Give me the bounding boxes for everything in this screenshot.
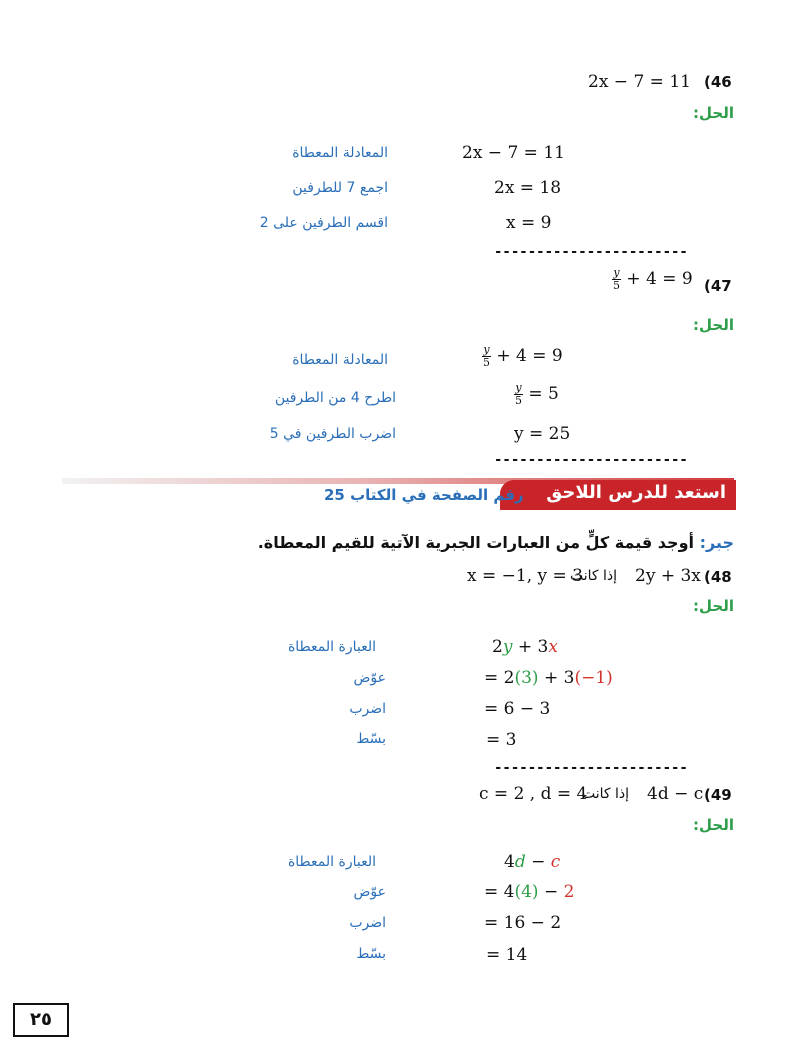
- ex48-step4-math: = 3: [486, 730, 517, 750]
- ex49-solution-label: الحل:: [693, 816, 734, 834]
- ex49-step4-math: = 14: [486, 945, 528, 965]
- ex46-solution-label: الحل:: [693, 104, 734, 122]
- instruction-text: أوجد قيمة كلٍّ من العبارات الجبرية الآتية للقيم المعطاة.: [257, 533, 694, 552]
- part: = 2: [484, 668, 515, 688]
- ex48-step3-math: = 6 − 3: [484, 699, 551, 719]
- ex47-problem-rest: + 4 = 9: [626, 269, 693, 289]
- ex47-step1-math: [482, 344, 563, 369]
- banner-title: استعد للدرس اللاحق: [546, 482, 726, 503]
- ex49-step1-note: العبارة المعطاة: [287, 854, 376, 870]
- sub-c: 2: [563, 882, 575, 902]
- ex48-values: x = −1, y = 3: [467, 566, 583, 586]
- ex49-step3-math: = 16 − 2: [484, 913, 562, 933]
- separator-1: -----------------------: [494, 244, 688, 260]
- separator-3: -----------------------: [494, 760, 688, 776]
- ex49-expr: 4d − c: [647, 784, 704, 804]
- ex46-step1-note: المعادلة المعطاة: [292, 145, 388, 161]
- frac-num: y: [483, 343, 490, 356]
- ex47-step2-math: [514, 382, 559, 407]
- ex47-frac-den: 5: [613, 279, 620, 292]
- ex49-values: c = 2 , d = 4: [479, 784, 588, 804]
- ex46-step2-note: اجمع 7 للطرفين: [292, 180, 388, 196]
- ex46-step3-note: اقسم الطرفين على 2: [259, 215, 388, 231]
- ex46-problem: 2x − 7 = 11: [588, 72, 691, 92]
- ex47-problem: [612, 267, 693, 292]
- instruction: [258, 533, 734, 552]
- ex46-number: (46: [704, 73, 732, 91]
- separator-2: -----------------------: [494, 452, 688, 468]
- banner-subtitle: رقم الصفحة في الكتاب 25: [324, 486, 524, 504]
- frac-den: 5: [483, 356, 490, 369]
- ex47-step1-rest: + 4 = 9: [496, 346, 563, 366]
- ex48-number: (48: [704, 568, 732, 586]
- ex49-step4-note: بسّط: [356, 946, 386, 962]
- ex48-step1-note: العبارة المعطاة: [287, 639, 376, 655]
- ex46-step1-math: 2x − 7 = 11: [462, 143, 565, 163]
- ex49-if-text: إذا كانت: [582, 786, 630, 802]
- sub-y: (3): [514, 668, 539, 688]
- sub-d: (4): [514, 882, 539, 902]
- ex48-solution-label: الحل:: [693, 597, 734, 615]
- ex48-step2-math: [484, 668, 613, 688]
- ex47-frac-num: y: [613, 266, 620, 279]
- ex48-step4-note: بسّط: [356, 731, 386, 747]
- part: + 3: [538, 668, 575, 688]
- ex46-step2-math: 2x = 18: [494, 178, 562, 198]
- ex49-step1-math: 4d − c: [504, 852, 561, 872]
- page-number: ٢٥: [13, 1003, 69, 1037]
- ex48-step3-note: اضرب: [349, 701, 386, 717]
- ex46-step3-math: x = 9: [506, 213, 552, 233]
- ex49-number: (49: [704, 786, 732, 804]
- ex47-step3-note: اضرب الطرفين في 5: [269, 426, 396, 442]
- ex47-step1-note: المعادلة المعطاة: [292, 352, 388, 368]
- ex48-step1-math: 2y + 3x: [492, 637, 558, 657]
- sub-x: (−1): [574, 668, 613, 688]
- ex49-step3-note: اضرب: [349, 915, 386, 931]
- frac-num: y: [515, 381, 522, 394]
- ex47-step2-note: اطرح 4 من الطرفين: [274, 390, 396, 406]
- ex49-step2-note: عوّض: [353, 884, 386, 900]
- ex48-step2-note: عوّض: [353, 670, 386, 686]
- ex47-step2-rest: = 5: [528, 384, 559, 404]
- part: −: [538, 882, 564, 902]
- ex47-solution-label: الحل:: [693, 316, 734, 334]
- ex49-step2-math: [484, 882, 574, 902]
- part: = 4: [484, 882, 515, 902]
- ex48-expr: 2y + 3x: [635, 566, 701, 586]
- ex47-step3-math: y = 25: [514, 424, 571, 444]
- ex48-if-text: إذا كانت: [570, 568, 618, 584]
- instruction-label: جبر:: [699, 533, 734, 552]
- ex47-number: (47: [704, 277, 732, 295]
- frac-den: 5: [515, 394, 522, 407]
